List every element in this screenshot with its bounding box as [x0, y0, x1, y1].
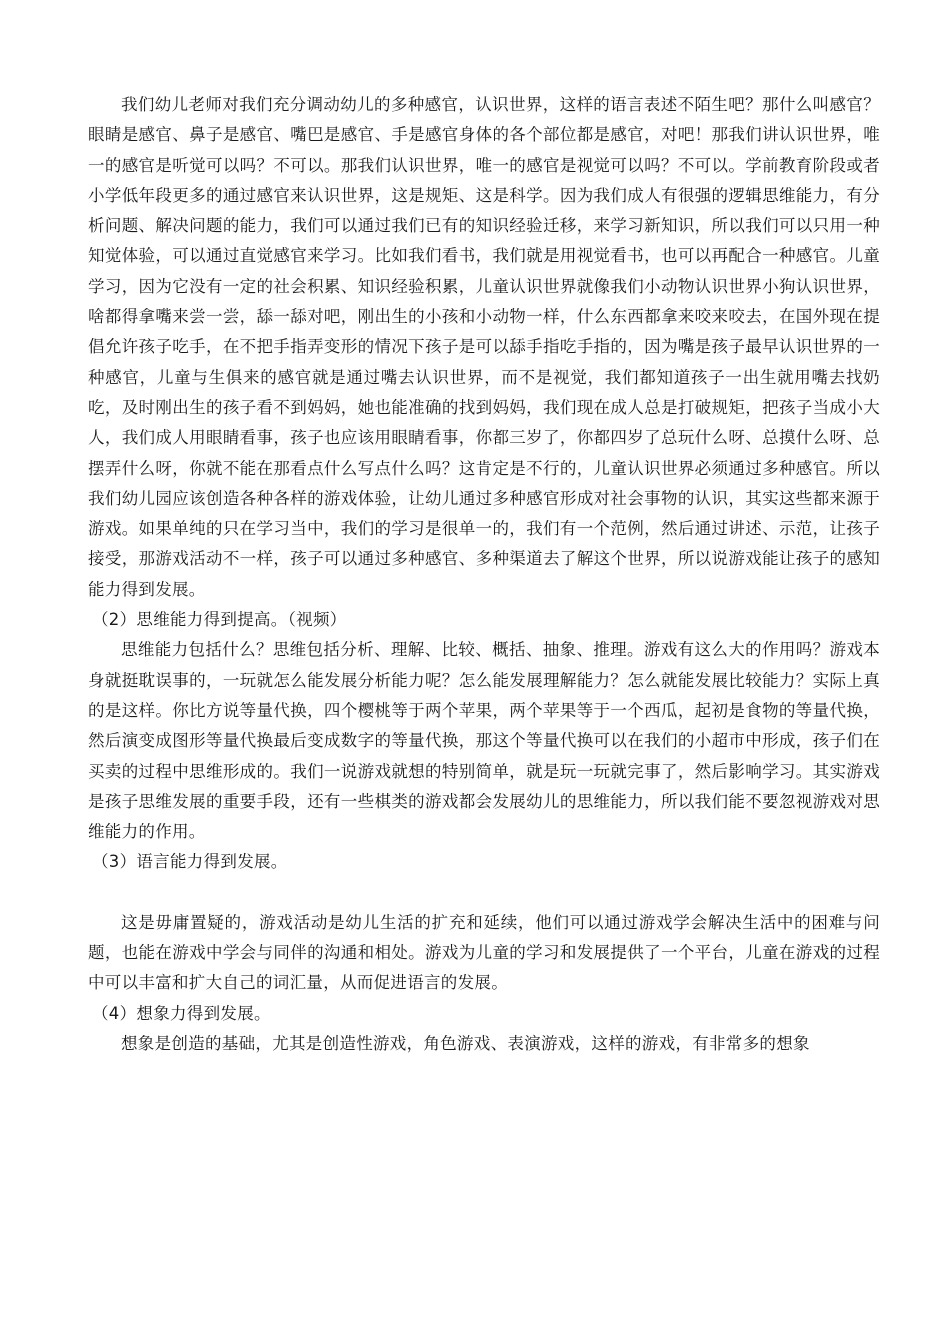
heading-imagination: （4）想象力得到发展。	[92, 1003, 271, 1023]
paragraph-imagination: 想象是创造的基础，尤其是创造性游戏，角色游戏、表演游戏，这样的游戏，有非常多的想象	[121, 1033, 810, 1053]
document-body	[88, 90, 880, 1059]
paragraph-perception: 我们幼儿老师对我们充分调动幼儿的多种感官，认识世界，这样的语言表述不陌生吧？那什么叫感官？眼睛是感官、鼻子是感官、嘴巴是感官、手是感官身体的各个部位都是感官，对吧！那我们讲认识世界，唯一的感官是听觉可以吗？不可以。那我们认识世界，唯一的感官是视觉可以吗？不可以。学前教育阶段或者小学低年段更多的通过感官来认识世界，这是规矩、这是科学。因为我们成人有很强的逻辑思维能力，有分析问题、解决问题的能力，我们可以通过我们已有的知识经验迁移，来学习新知识，所以我们可以只用一种知觉体验，可以通过直觉感官来学习。比如我们看书，我们就是用视觉看书，也可以再配合一种感官。儿童学习，因为它没有一定的社会积累、知识经验积累，儿童认识世界就像我们小动物认识世界小狗认识世界，啥都得拿嘴来尝一尝，舔一舔对吧，刚出生的小孩和小动物一样，什么东西都拿来咬来咬去，在国外现在提倡允许孩子吃手，在不把手指弄变形的情况下孩子是可以舔手指吃手指的，因为嘴是孩子最早认识世界的一种感官，儿童与生俱来的感官就是通过嘴去认识世界，而不是视觉，我们都知道孩子一出生就用嘴去找奶吃，及时刚出生的孩子看不到妈妈，她也能准确的找到妈妈，我们现在成人总是打破规矩，把孩子当成小大人，我们成人用眼睛看事，孩子也应该用眼睛看事，你都三岁了，你都四岁了总玩什么呀、总摸什么呀、总摆弄什么呀，你就不能在那看点什么写点什么吗？这肯定是不行的，儿童认识世界必须通过多种感官。所以我们幼儿园应该创造各种各样的游戏体验，让幼儿通过多种感官形成对社会事物的认识，其实这些都来源于游戏。如果单纯的只在学习当中，我们的学习是很单一的，我们有一个范例，然后通过讲述、示范，让孩子接受，那游戏活动不一样，孩子可以通过多种感官、多种渠道去了解这个世界，所以说游戏能让孩子的感知能力得到发展。	[88, 95, 880, 599]
paragraph-language: 这是毋庸置疑的，游戏活动是幼儿生活的扩充和延续，他们可以通过游戏学会解决生活中的困难与问题，也能在游戏中学会与同伴的沟通和相处。游戏为儿童的学习和发展提供了一个平台，儿童在游戏的过程中可以丰富和扩大自己的词汇量，从而促进语言的发展。	[88, 912, 880, 993]
heading-language: （3）语言能力得到发展。	[92, 852, 288, 872]
heading-thinking: （2）思维能力得到提高。（视频）	[92, 610, 347, 630]
blank-line	[88, 878, 880, 908]
paragraph-thinking: 思维能力包括什么？思维包括分析、理解、比较、概括、抽象、推理。游戏有这么大的作用吗？游戏本身就挺耽误事的，一玩就怎么能发展分析能力呢？怎么能发展理解能力？怎么就能发展比较能力？实际上真的是这样。你比方说等量代换，四个樱桃等于两个苹果，两个苹果等于一个西瓜，起初是食物的等量代换，然后演变成图形等量代换最后变成数字的等量代换，那这个等量代换可以在我们的小超市中形成，孩子们在买卖的过程中思维形成的。我们一说游戏就想的特别简单，就是玩一玩就完事了，然后影响学习。其实游戏是孩子思维发展的重要手段，还有一些棋类的游戏都会发展幼儿的思维能力，所以我们能不要忽视游戏对思维能力的作用。	[88, 640, 880, 842]
